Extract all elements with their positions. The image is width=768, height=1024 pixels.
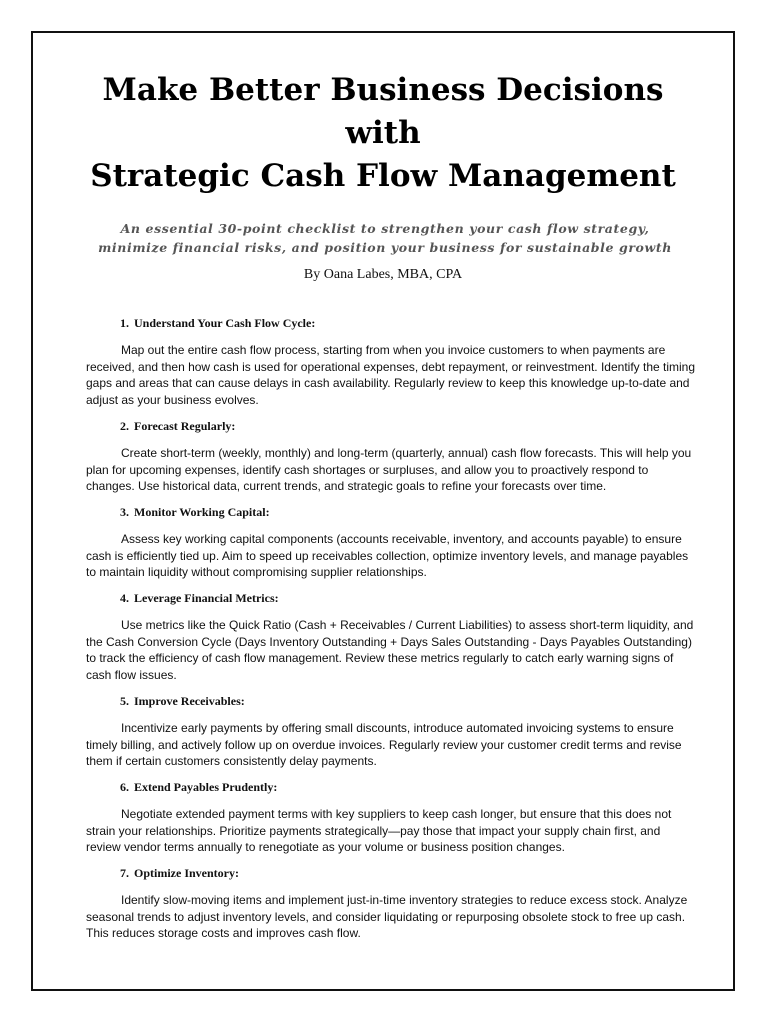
item-heading-text: Improve Receivables:	[134, 693, 245, 708]
item-heading	[120, 694, 696, 709]
checklist-item	[86, 780, 696, 856]
author-byline: By Oana Labes, MBA, CPA	[303, 267, 463, 282]
item-number: 3.	[120, 504, 129, 519]
subtitle	[73, 219, 697, 257]
item-number: 1.	[120, 316, 129, 330]
item-heading	[120, 316, 696, 331]
title-line-2: with	[345, 115, 421, 151]
item-body: Use metrics like the Quick Ratio (Cash + Receivables / Current Liabilities) to assess short-term liquidity, and the Cash Conversion Cycle (Days Inventory Outstanding + Days Sales Outstanding - Days Payables Outstanding) to track the efficiency of cash flow management. Review these metrics regularly to catch early warning signs of cash flow issues.	[86, 618, 694, 683]
checklist-item	[86, 591, 696, 684]
checklist-item	[86, 866, 696, 942]
item-heading-text: Understand Your Cash Flow Cycle:	[134, 316, 316, 330]
item-body: Incentivize early payments by offering small discounts, introduce automated invoicing systems to ensure timely billing, and actively follow up on overdue invoices. Regularly review your customer credit terms and revise them if certain customers consistently delay payments.	[86, 720, 682, 769]
item-heading	[120, 866, 696, 881]
item-body: Assess key working capital components (accounts receivable, inventory, and accounts payable) to ensure cash is efficiently tied up. Aim to speed up receivables collection, optimize inventory levels, and manage payables to maintain liquidity without compromising supplier relationships.	[86, 531, 689, 580]
item-heading-text: Monitor Working Capital:	[134, 504, 270, 519]
checklist	[86, 316, 696, 952]
item-number: 7.	[120, 866, 129, 881]
page-title	[33, 69, 733, 198]
subtitle-line-2: minimize financial risks, and position your business for sustainable growth	[98, 240, 672, 255]
checklist-item	[86, 694, 696, 770]
item-heading	[120, 780, 696, 795]
checklist-item	[86, 316, 696, 409]
item-heading	[120, 591, 696, 606]
item-body: Create short-term (weekly, monthly) and long-term (quarterly, annual) cash flow forecasts. This will help you plan for upcoming expenses, identify cash shortages or surpluses, and allow you to proactively respond to changes. Use historical data, current trends, and strategic goals to refine your forecasts over time.	[86, 445, 692, 494]
item-heading-text: Extend Payables Prudently:	[134, 779, 278, 794]
title-line-1: Make Better Business Decisions	[102, 72, 664, 108]
item-heading-text: Forecast Regularly:	[134, 418, 236, 433]
document-page	[31, 31, 735, 991]
title-line-3: Strategic Cash Flow Management	[90, 158, 676, 194]
item-heading	[120, 419, 696, 434]
item-body: Negotiate extended payment terms with key suppliers to keep cash longer, but ensure that this does not strain your relationships. Prioritize payments strategically—pay those that impact your supply chain first, and review vendor terms annually to renegotiate as your volume or business position changes.	[86, 806, 672, 855]
item-heading-text: Optimize Inventory:	[134, 866, 239, 881]
item-number: 2.	[120, 418, 129, 433]
item-body: Map out the entire cash flow process, starting from when you invoice customers to when payments are received, and then how cash is used for operational expenses, debt repayment, or reinvestment. Identify the timing gaps and areas that can cause delays in cash availability. Regularly review to keep this knowledge up-to-date and adjust as your business evolves.	[86, 343, 696, 408]
item-heading-text: Leverage Financial Metrics:	[134, 591, 279, 606]
checklist-item	[86, 505, 696, 581]
subtitle-line-1: An essential 30-point checklist to strengthen your cash flow strategy,	[120, 221, 650, 236]
item-heading	[120, 505, 696, 520]
item-number: 4.	[120, 591, 129, 606]
item-number: 6.	[120, 779, 129, 794]
item-body: Identify slow-moving items and implement just-in-time inventory strategies to reduce excess stock. Analyze seasonal trends to adjust inventory levels, and consider liquidating or repurposing obsolete stock to free up cash. This reduces storage costs and improves cash flow.	[86, 893, 688, 941]
checklist-item	[86, 419, 696, 495]
item-number: 5.	[120, 693, 129, 708]
